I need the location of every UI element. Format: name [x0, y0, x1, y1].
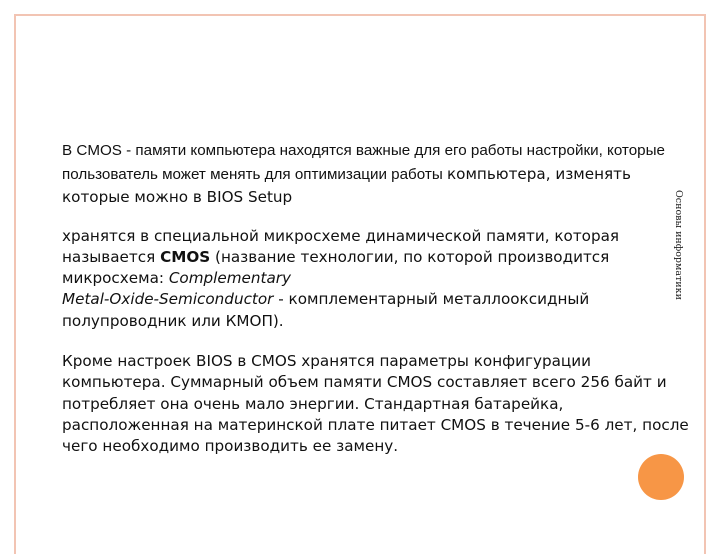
paragraph-bios-settings-main: В CMOS - памяти компьютера находятся важные для его работы настройки, которые пользователь может менять для оптимизации работы — [62, 142, 665, 183]
paragraph-cmos-part1: хранятся в специальной микросхеме динамической памяти, которая называется — [62, 226, 620, 266]
side-label-course-title: Основы информатики — [673, 190, 684, 300]
paragraph-cmos-config: Кроме настроек BIOS в CMOS хранятся параметры конфигурации компьютера. Суммарный объем памяти CMOS составляет всего 256 байт и потребляет она очень мало энергии. Стандартная батарейка, расположенная на материнской плате питает CMOS в течение 5-6 лет, после чего необходимо производить ее замену. — [62, 351, 689, 456]
italic-term-mos: Metal-Oxide-Semiconductor — [62, 290, 274, 309]
paragraph-cmos-part2: (название технологии, по которой производится микросхема: — [62, 247, 610, 288]
cmos-bold-term: CMOS — [160, 247, 211, 266]
decorative-orange-circle — [638, 454, 684, 500]
paragraph-bios-settings — [62, 140, 694, 210]
paragraph-cmos-storage — [62, 226, 694, 332]
italic-term-complementary: Complementary — [168, 269, 291, 288]
paragraph-bios-settings-tail: компьютера, изменять которые можно в BIOS Setup — [62, 164, 631, 206]
paragraph-cmos-part3: - комплементарный металлооксидный полупроводник или КМОП). — [62, 290, 590, 330]
slide-content — [62, 140, 694, 457]
